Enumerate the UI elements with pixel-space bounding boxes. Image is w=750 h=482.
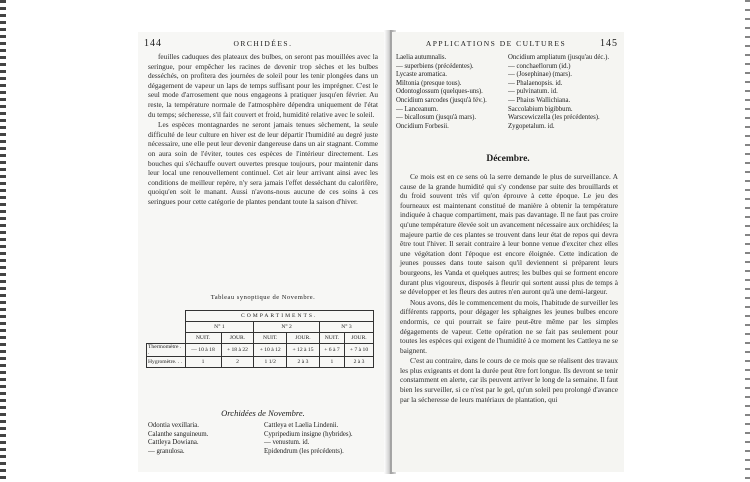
left-page (138, 32, 388, 472)
scanner-edge-right (745, 0, 750, 482)
plant-name: Cattleya et Laelia Lindenii. (264, 422, 339, 429)
table-row (147, 357, 374, 368)
table-cell: + 10 à 12 (254, 344, 287, 357)
list-item (396, 80, 620, 89)
table-group-header: COMPARTIMENTS. (185, 311, 374, 322)
page-number: 144 (144, 38, 162, 49)
section-title: Décembre. (486, 154, 530, 164)
plant-name: Epidendrum (les précédents). (264, 447, 344, 455)
running-head: ORCHIDÉES. (233, 39, 293, 48)
table-cell: + 6 à 7 (319, 344, 344, 357)
table-cell: + 18 à 22 (221, 344, 254, 357)
right-body-text (400, 172, 618, 404)
table-cell: — 10 à 18 (185, 344, 221, 357)
table-cell: 1 (185, 357, 221, 368)
left-body-text (148, 52, 378, 207)
plant-name: Cattleya Dowiana. (148, 439, 199, 447)
synoptic-table (146, 310, 374, 368)
list-item (148, 422, 380, 431)
plant-name: Zygopetalum. id. (508, 122, 555, 130)
scanner-edge-left (0, 0, 6, 482)
paragraph: Nous avons, dès le commencement du mois, l'habitude de surveiller les différents rapports, pour dégager les sphaignes les jeunes bulbes encore endormis, ce qui pourrait se faire peut-être même par les simples dégagements de vapeur. Cette opération ne se fait pas seulement pour toutes les espèces qui exigent de l'humidité à ce moment les Cattleya ne se baignent. (400, 297, 619, 355)
table-cell: 1 (319, 357, 344, 368)
plant-name: Calanthe sanguineum. (148, 430, 209, 438)
table-cell: 1 1/2 (254, 357, 287, 368)
plant-name: Cypripedium insigne (hybrides). (264, 430, 353, 438)
plant-name: Oncidium ampliatum (jusqu'au déc.). (508, 54, 610, 61)
row-label: Thermomètre . . (147, 344, 186, 357)
list-item (396, 123, 620, 132)
paragraph: C'est au contraire, dans le cours de ce mois que se réalisent des travaux les plus exigeants et dont la durée peut être fort longue. Ils devront se tenir constamment en alerte, car ils peuvent arriver le long de la semaine. Il faut bien les surveiller, si ce n'est par le gel, qu'un soleil peu prolongé d'avance par la sécheresse de leurs matériaux de plantation, qui (400, 356, 618, 404)
list-item (396, 114, 620, 123)
plant-name: — bicallosum (jusqu'à mars). (396, 114, 477, 122)
compartment-header: N° 1 (185, 322, 254, 333)
compartment-header: N° 2 (254, 322, 320, 333)
sub-header: NUIT. (319, 333, 344, 344)
sub-header: JOUR. (221, 333, 254, 344)
list-item (396, 88, 620, 97)
section-subtitle: Orchidées de Novembre. (221, 408, 305, 418)
list-item (396, 54, 620, 63)
plant-name: — granulosa. (148, 447, 185, 455)
plant-name: — Phaius Wallichiana. (508, 96, 571, 104)
plant-list-right (396, 54, 620, 131)
paragraph: Ce mois est en ce sens où la serre demande le plus de surveillance. A cause de la grande humidité qui s'y condense par suite des brouillards et du froid souvent très vif qu'on éprouve à cette époque. Le jeu des fourneaux est maintenant constitué de manière à obtenir la température indiquée à chaque compartiment, mais pas davantage. Il ne faut pas croire qu'une température élevée soit un avancement nécessaire aux orchidées; la majeure partie de ces plantes se trouvent dans leur état de repos qui devra être tout l'hiver. Il serait contraire à leur bonne venue d'exciter chez elles une végétation dont l'époque est encore éloignée. Cette indication de jeunes pousses dans toute saison qu'il deviennent si préparent leurs bourgeons, les Vanda et quelques autres; les bulbes qui se forment encore durant plus vigoureux, disposés à fleurir qui sortent aussi plus de temps à se développer et les fleurs des autres n'en auront qu'à une demi-largeur. (400, 172, 618, 297)
table-cell: 2 à 3 (287, 357, 320, 368)
list-item (396, 63, 620, 72)
row-label: Hygromètre. . . (147, 357, 186, 368)
table-cell: 2 à 3 (345, 357, 374, 368)
list-item (396, 106, 620, 115)
plant-name: Oncidium sarcodes (jusqu'à fév.). (396, 96, 487, 104)
compartment-header: N° 3 (319, 322, 373, 333)
list-item (148, 431, 380, 440)
sub-header: JOUR. (345, 333, 374, 344)
plant-name: — superbiens (précédentes). (396, 62, 474, 70)
plant-list-left (148, 422, 380, 456)
list-item (148, 439, 380, 448)
table-corner (147, 311, 186, 344)
table-cell: + 7 à 10 (345, 344, 374, 357)
sub-header: JOUR. (287, 333, 320, 344)
sub-header: NUIT. (254, 333, 287, 344)
list-item (396, 71, 620, 80)
plant-name: Warscewiczella (les précédentes). (508, 114, 600, 122)
plant-name: Miltonia (presque tous). (396, 79, 462, 87)
table-caption: Tableau synoptique de Novembre. (210, 294, 316, 301)
plant-name: — Phalaenopsis. id. (508, 79, 563, 87)
list-item (396, 97, 620, 106)
list-item (148, 448, 380, 457)
page-number: 145 (600, 38, 618, 49)
plant-name: Oncidium Forbesii. (396, 122, 449, 130)
table-cell: 2 (221, 357, 254, 368)
table-row (147, 344, 374, 357)
plant-name: — (Josephinae) (mars). (508, 71, 572, 79)
plant-name: — venustum. id. (264, 439, 310, 447)
plant-name: — pulvinatum. id. (508, 88, 558, 96)
right-page (392, 32, 624, 472)
plant-name: — Lanceanum. (396, 105, 438, 113)
plant-name: Laelia autumnalis. (396, 54, 447, 61)
plant-name: Odontia vexillaria. (148, 422, 199, 429)
paragraph: feuilles caduques des plateaux des bulbes, on seront pas mouillées avec la seringue, pour empêcher les racines de devenir trop sèches et les bulbes desséchés, on profitera des journées de soleil pour les tenir plongées dans un dégagement de vapeur un laps de temps suffisant pour les imprégner. C'est le seul mode d'arrosement que nous engageons à pratiquer jusqu'en février. Au reste, la température normale de l'atmosphère dépendra uniquement de l'état du temps; sécheresse, s'il fait couvert et froid, humidité relative avec le soleil. (148, 52, 378, 119)
plant-name: Odontoglossum (quelques-uns). (396, 88, 483, 96)
paragraph: Les espèces montagnardes ne seront jamais tenues sèchement, la seule difficulté de leur culture en hiver est de leur départir l'humidité au degré juste nécessaire, une elle peut leur devenir dangereuse dans un air stagnant. Comme on aura soin de l'éviter, toutes ces espèces de l'intérieur directement. Les bouches qui s'échauffe ouvert ouvertes presque toujours, pour maintenir dans leur local une renouvellement continuel. Cet air leur arrivant ainsi avec les conditions de meilleur repère, n'y sera jamais l'effet desséchant du calorifère, quoiqu'en soit le manant. Aussi n'avons-nous aucune de ces soins à ces seringues pour cette catégorie de plantes pendant toute la saison d'hiver. (148, 120, 378, 206)
plant-name: Saccolabium bigibbum. (508, 105, 573, 113)
plant-name: — conchaeflorum (id.) (508, 62, 571, 70)
running-head: APPLICATIONS DE CULTURES (425, 39, 567, 48)
plant-name: Lycaste aromatica. (396, 71, 447, 79)
sub-header: NUIT. (185, 333, 221, 344)
table-cell: + 12 à 15 (287, 344, 320, 357)
